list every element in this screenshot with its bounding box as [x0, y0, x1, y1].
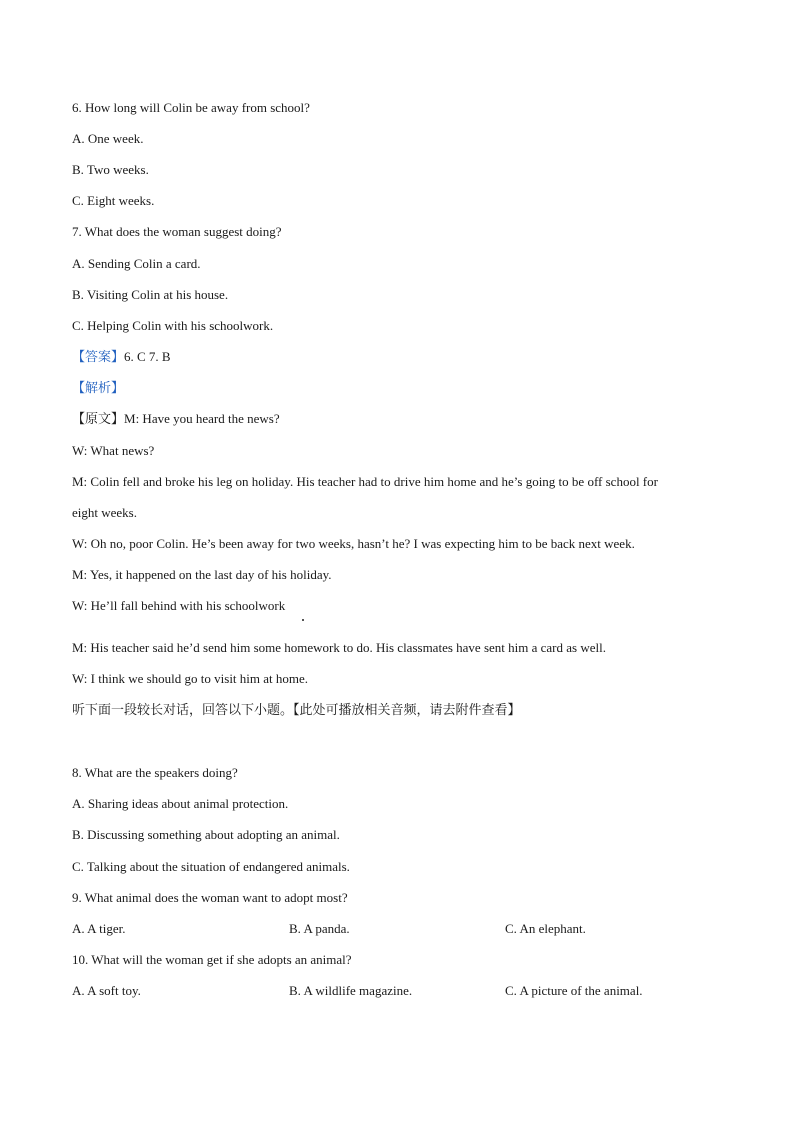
question-9: 9. What animal does the woman want to adopt most?	[72, 890, 348, 905]
analysis-line	[72, 380, 124, 397]
option-10c: C. A picture of the animal.	[505, 983, 643, 998]
transcript-line-7: W: He’ll fall behind with his schoolwork	[72, 598, 286, 613]
option-6c: C. Eight weeks.	[72, 193, 155, 208]
answer-line	[72, 349, 171, 366]
question-7: 7. What does the woman suggest doing?	[72, 224, 282, 239]
option-7a: A. Sending Colin a card.	[72, 256, 201, 271]
question-8: 8. What are the speakers doing?	[72, 765, 238, 780]
transcript-line-3: M: Colin fell and broke his leg on holiday. His teacher had to drive him home and he’s going to be off school for	[72, 474, 658, 489]
option-8c: C. Talking about the situation of endangered animals.	[72, 859, 350, 874]
transcript-line-8: M: His teacher said he’d send him some homework to do. His classmates have sent him a card as well.	[72, 640, 606, 655]
analysis-tag: 【解析】	[72, 381, 125, 396]
option-7b: B. Visiting Colin at his house.	[72, 287, 229, 302]
transcript-line-5: W: Oh no, poor Colin. He’s been away for two weeks, hasn’t he? I was expecting him to be back next week.	[72, 536, 635, 551]
transcript-line-6: M: Yes, it happened on the last day of his holiday.	[72, 567, 332, 582]
option-6b: B. Two weeks.	[72, 162, 149, 177]
option-8a: A. Sharing ideas about animal protection.	[72, 796, 289, 811]
transcript-line-1	[72, 411, 280, 428]
option-6a: A. One week.	[72, 131, 144, 146]
answer-tag: 【答案】	[72, 350, 125, 365]
answer-text: 6. C 7. B	[124, 349, 171, 364]
option-9a: A. A tiger.	[72, 921, 126, 936]
option-9c: C. An elephant.	[505, 921, 586, 936]
question-10: 10. What will the woman get if she adopts an animal?	[72, 952, 352, 967]
option-9b: B. A panda.	[289, 921, 350, 936]
option-8b: B. Discussing something about adopting an animal.	[72, 827, 340, 842]
question-6: 6. How long will Colin be away from school?	[72, 100, 310, 115]
option-7c: C. Helping Colin with his schoolwork.	[72, 318, 274, 333]
transcript-text: M: Have you heard the news?	[124, 411, 280, 426]
option-10a: A. A soft toy.	[72, 983, 141, 998]
stray-dot	[302, 619, 304, 621]
transcript-line-9: W: I think we should go to visit him at home.	[72, 671, 309, 686]
transcript-line-4: eight weeks.	[72, 505, 137, 520]
audio-instruction: 听下面一段较长对话，回答以下小题。【此处可播放相关音频，请去附件查看】	[72, 703, 521, 718]
transcript-line-2: W: What news?	[72, 443, 155, 458]
option-10b: B. A wildlife magazine.	[289, 983, 413, 998]
transcript-tag: 【原文】	[72, 412, 125, 427]
